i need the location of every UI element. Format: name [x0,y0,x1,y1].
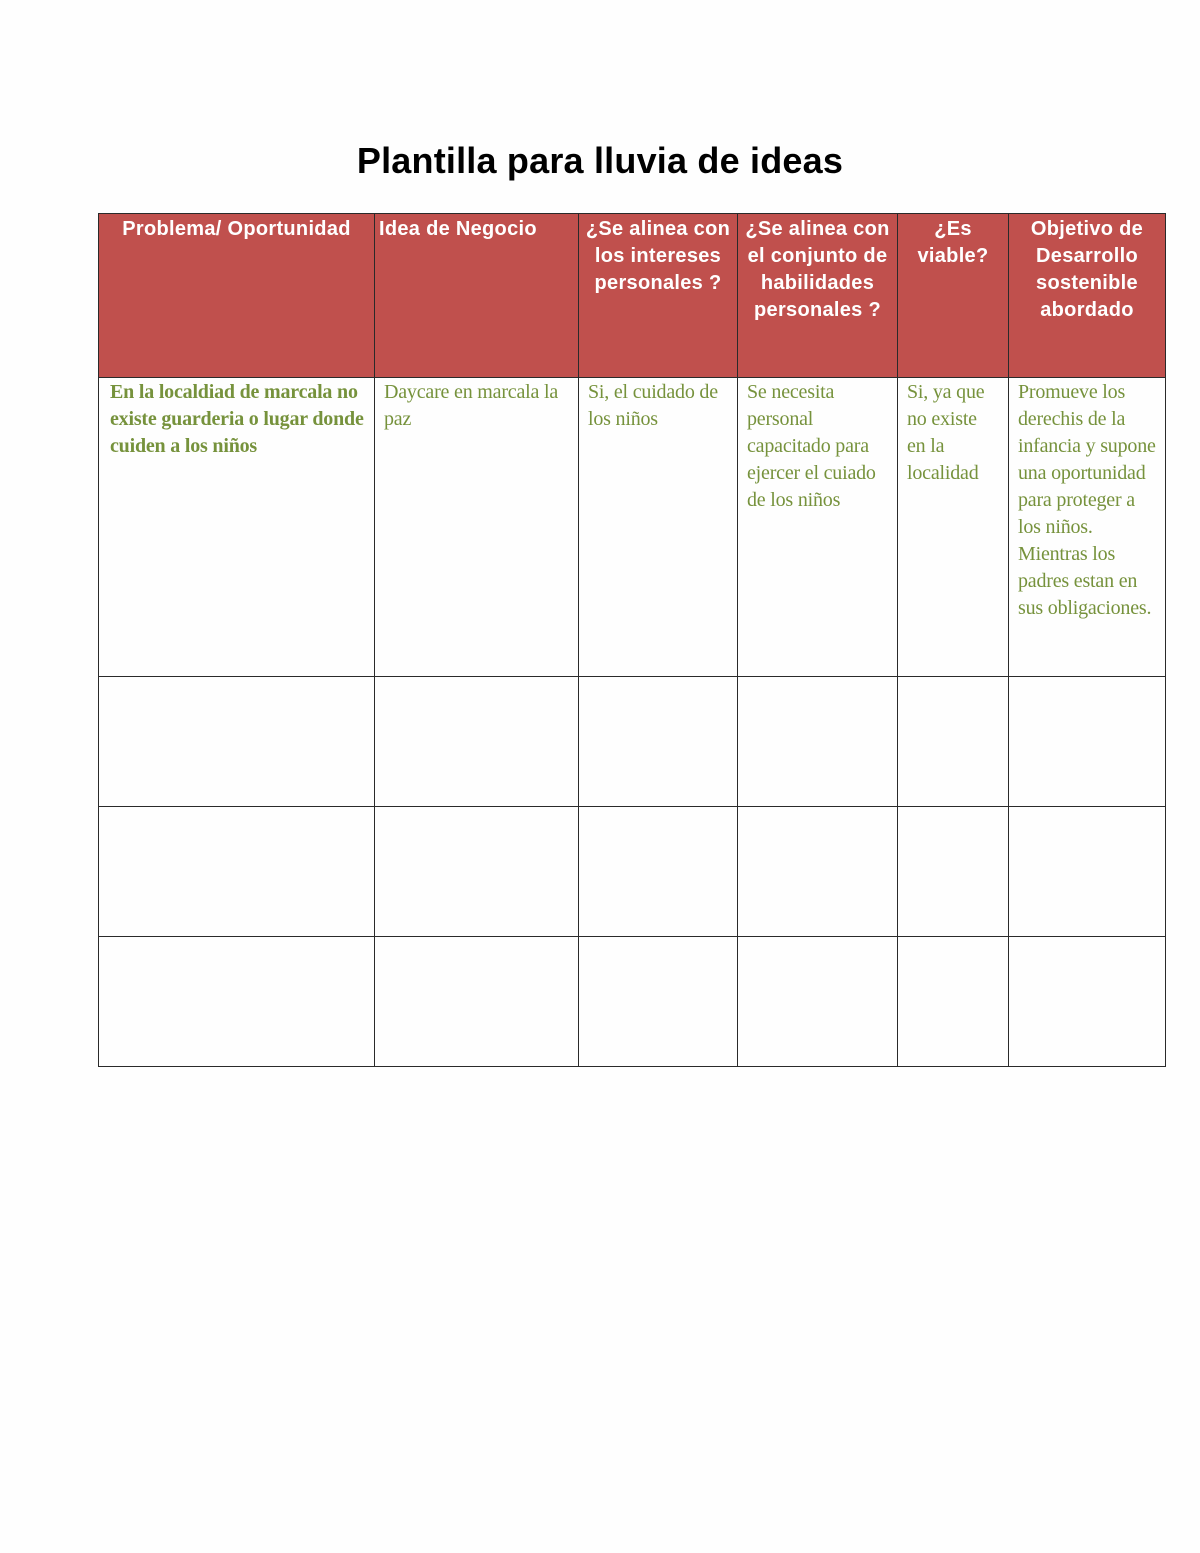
table-cell: Se necesita personal capacitado para ejercer el cuiado de los niños [738,378,898,677]
brainstorm-table [98,213,1166,1067]
table-cell [898,677,1009,807]
header-idea-de-negocio: Idea de Negocio [375,214,579,378]
table-cell [1009,937,1166,1067]
header-problema-oportunidad: Problema/ Oportunidad [99,214,375,378]
page-title: Plantilla para lluvia de ideas [356,140,844,181]
table-row [99,807,1166,937]
table-cell: Promueve los derechis de la infancia y supone una oportunidad para proteger a los niños. Mientras los padres estan en sus obligaciones. [1009,378,1166,677]
header-es-viable: ¿Es viable? [898,214,1009,378]
table-cell [898,807,1009,937]
table-cell [738,677,898,807]
table-cell [1009,807,1166,937]
table-cell [375,677,579,807]
header-intereses-personales: ¿Se alinea con los intereses personales ? [579,214,738,378]
header-objetivo-desarrollo-sostenible: Objetivo de Desarrollo sostenible abordado [1009,214,1166,378]
table-cell [579,807,738,937]
table-cell [898,937,1009,1067]
table-cell [99,807,375,937]
table-cell: Si, ya que no existe en la localidad [898,378,1009,677]
header-row [99,214,1166,378]
table-cell [1009,677,1166,807]
table-cell: En la localdiad de marcala no existe guarderia o lugar donde cuiden a los niños [99,378,375,677]
table-cell [99,937,375,1067]
table-cell [738,937,898,1067]
table-cell [579,677,738,807]
table-cell [375,937,579,1067]
table-cell [579,937,738,1067]
table-cell: Si, el cuidado de los niños [579,378,738,677]
table-row [99,677,1166,807]
table-cell [738,807,898,937]
table-cell [375,807,579,937]
header-habilidades-personales: ¿Se alinea con el conjunto de habilidades personales ? [738,214,898,378]
table-row [99,378,1166,677]
table-cell: Daycare en marcala la paz [375,378,579,677]
table-row [99,937,1166,1067]
table-cell [99,677,375,807]
